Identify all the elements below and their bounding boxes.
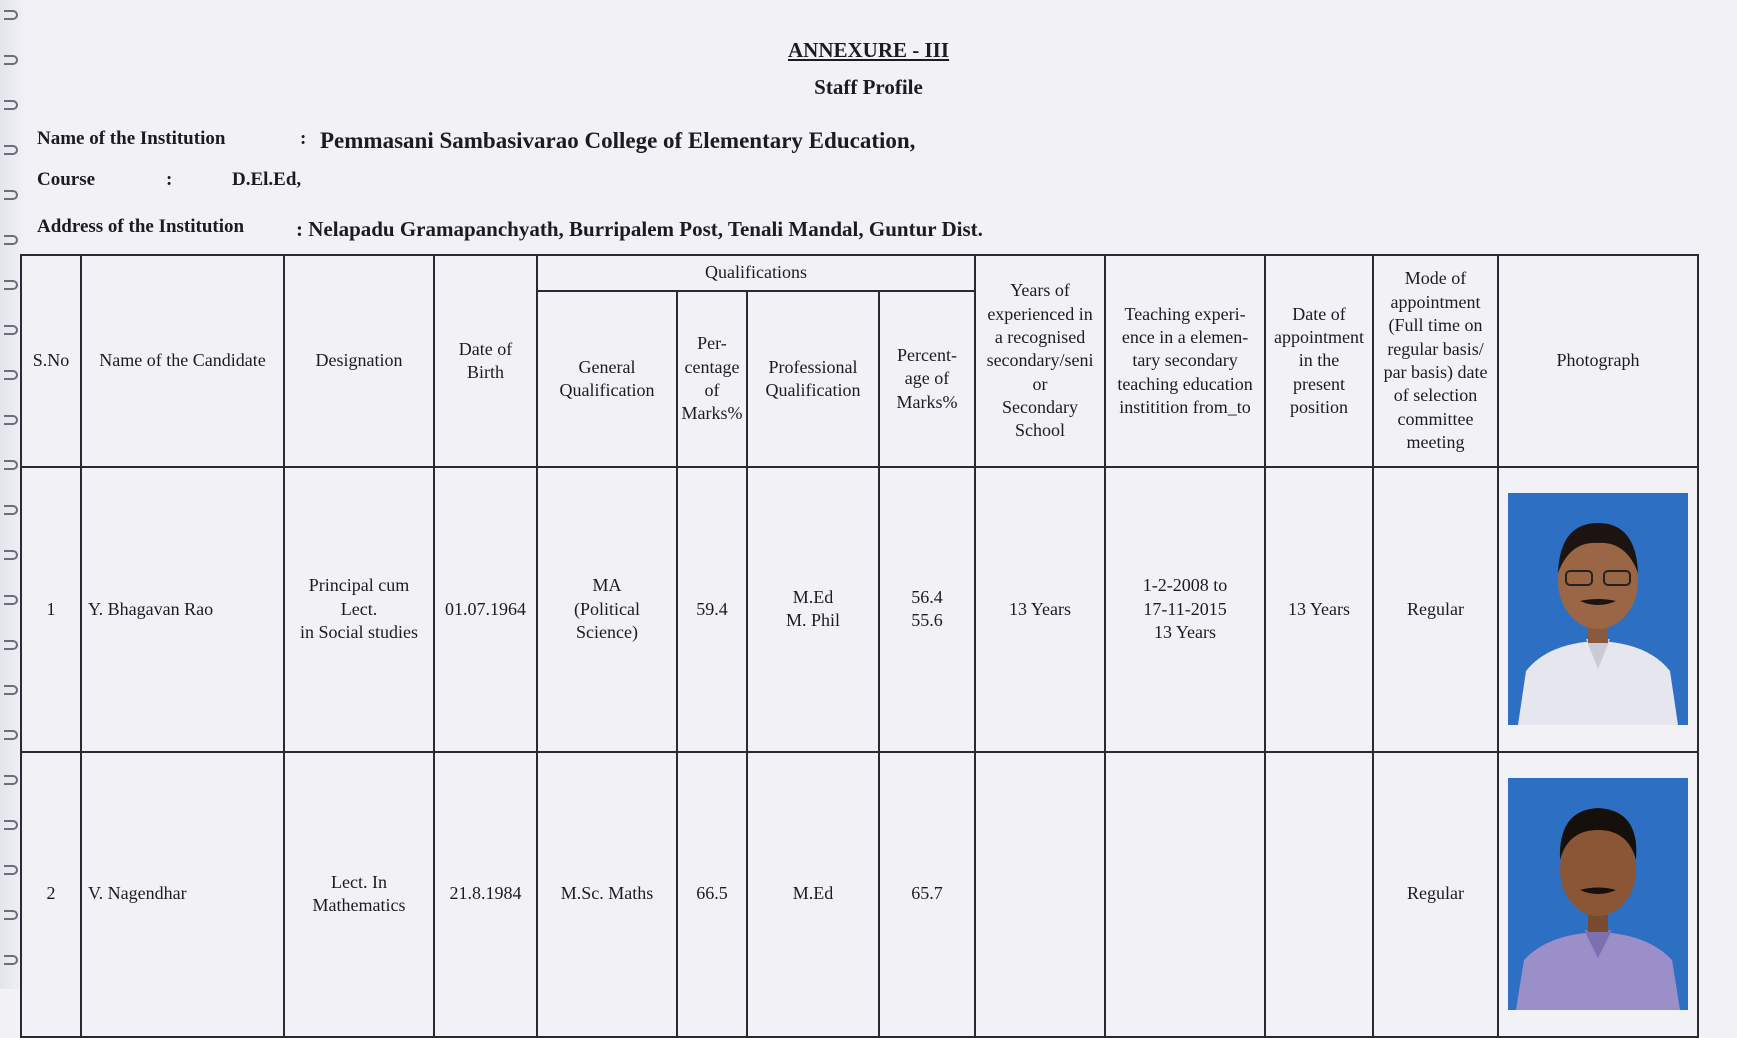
header-designation: Designation bbox=[284, 255, 434, 467]
cell-sno: 1 bbox=[21, 467, 81, 752]
cell-name: Y. Bhagavan Rao bbox=[81, 467, 284, 752]
cell-date-appointment: 13 Years bbox=[1265, 467, 1373, 752]
cell-name: V. Nagendhar bbox=[81, 752, 284, 1037]
annexure-title: ANNEXURE - III bbox=[787, 38, 950, 62]
institution-name-separator: : bbox=[300, 128, 307, 149]
cell-professional-percentage: 56.4 55.6 bbox=[879, 467, 975, 752]
institution-name-value: Pemmasani Sambasivarao College of Elementary Education, bbox=[320, 128, 916, 153]
address-label: Address of the Institution bbox=[37, 216, 245, 237]
candidate-photo bbox=[1508, 778, 1688, 1010]
cell-dob: 21.8.1984 bbox=[434, 752, 537, 1037]
header-qualifications: Qualifications bbox=[537, 255, 975, 291]
header-sno: S.No bbox=[21, 255, 81, 467]
header-professional-percentage: Percent- age of Marks% bbox=[879, 291, 975, 467]
header-mode-appointment: Mode of appointment (Full time on regular basis/ par basis) date of selection committee meeting bbox=[1373, 255, 1498, 467]
cell-teaching-experience bbox=[1105, 752, 1265, 1037]
cell-mode-appointment: Regular bbox=[1373, 467, 1498, 752]
course-value: D.El.Ed, bbox=[232, 169, 302, 190]
header-row-top bbox=[21, 255, 1698, 291]
header-date-appointment: Date of appointment in the present position bbox=[1265, 255, 1373, 467]
cell-general-percentage: 59.4 bbox=[677, 467, 747, 752]
cell-date-appointment bbox=[1265, 752, 1373, 1037]
cell-professional-percentage: 65.7 bbox=[879, 752, 975, 1037]
header-photograph: Photograph bbox=[1498, 255, 1698, 467]
cell-professional-qualification: M.Ed M. Phil bbox=[747, 467, 879, 752]
course-label: Course bbox=[37, 169, 96, 190]
cell-photograph bbox=[1498, 752, 1698, 1037]
person-icon bbox=[1508, 493, 1688, 725]
table-row bbox=[21, 752, 1698, 1037]
staff-profile-table bbox=[20, 254, 1699, 1038]
institution-name-label: Name of the Institution bbox=[37, 128, 226, 149]
header-professional-qualification: Professional Qualification bbox=[747, 291, 879, 467]
cell-general-qualification: M.Sc. Maths bbox=[537, 752, 677, 1037]
cell-teaching-experience: 1-2-2008 to 17-11-2015 13 Years bbox=[1105, 467, 1265, 752]
header-general-qualification: General Qualification bbox=[537, 291, 677, 467]
header-years-experience: Years of experienced in a recognised secondary/seni or Secondary School bbox=[975, 255, 1105, 467]
cell-professional-qualification: M.Ed bbox=[747, 752, 879, 1037]
header-name: Name of the Candidate bbox=[81, 255, 284, 467]
page-title: Staff Profile bbox=[814, 75, 923, 99]
cell-dob: 01.07.1964 bbox=[434, 467, 537, 752]
cell-designation: Lect. In Mathematics bbox=[284, 752, 434, 1037]
cell-years-experience: 13 Years bbox=[975, 467, 1105, 752]
person-icon bbox=[1508, 778, 1688, 1010]
header-general-percentage: Per- centage of Marks% bbox=[677, 291, 747, 467]
cell-years-experience bbox=[975, 752, 1105, 1037]
cell-mode-appointment: Regular bbox=[1373, 752, 1498, 1037]
header-teaching-experience: Teaching experi- ence in a elemen- tary secondary teaching education institition from_to bbox=[1105, 255, 1265, 467]
table-row bbox=[21, 467, 1698, 752]
cell-designation: Principal cum Lect. in Social studies bbox=[284, 467, 434, 752]
cell-general-percentage: 66.5 bbox=[677, 752, 747, 1037]
cell-sno: 2 bbox=[21, 752, 81, 1037]
course-separator: : bbox=[166, 169, 173, 190]
cell-general-qualification: MA (Political Science) bbox=[537, 467, 677, 752]
cell-photograph bbox=[1498, 467, 1698, 752]
candidate-photo bbox=[1508, 493, 1688, 725]
address-value: : Nelapadu Gramapanchyath, Burripalem Post, Tenali Mandal, Guntur Dist. bbox=[296, 217, 983, 241]
header-dob: Date of Birth bbox=[434, 255, 537, 467]
